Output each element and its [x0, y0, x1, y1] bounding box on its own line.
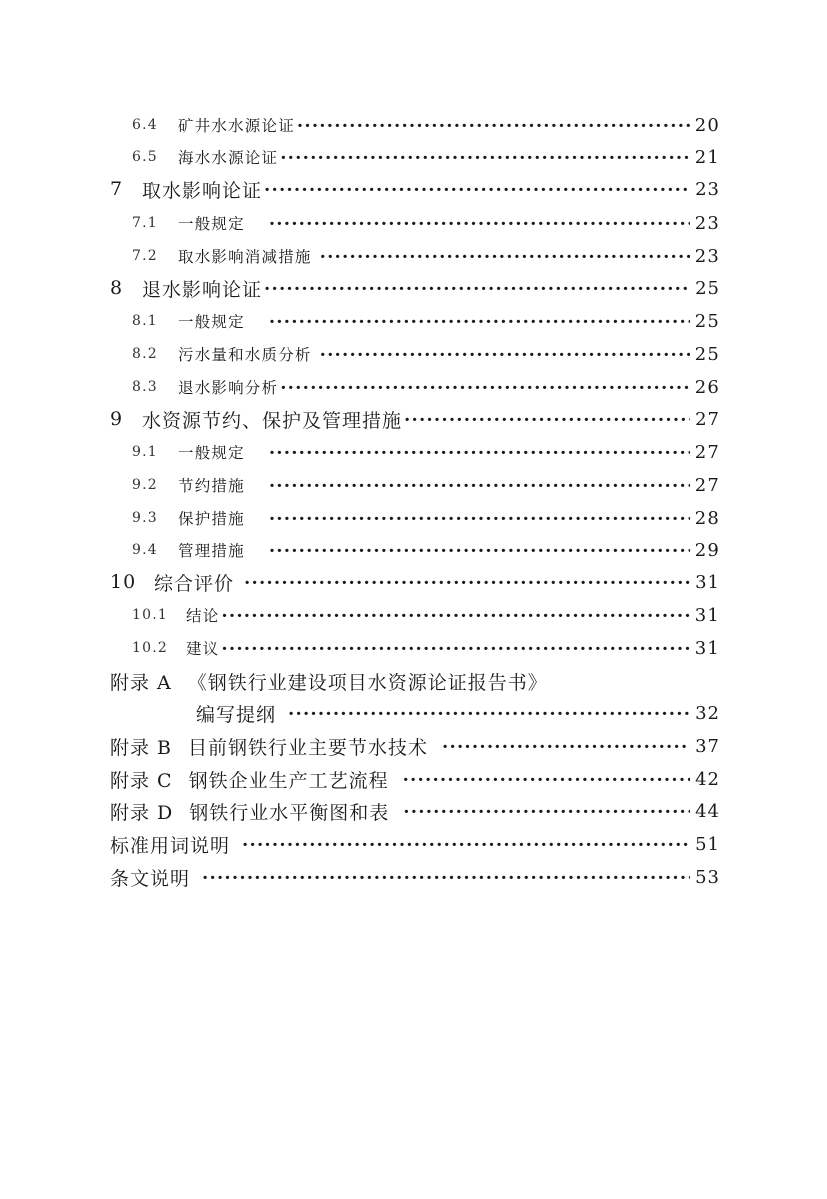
dot-leader: [221, 600, 690, 630]
toc-title: 条文说明: [110, 867, 191, 890]
dot-leader: [244, 567, 690, 597]
toc-page-number: 28: [694, 507, 720, 529]
dot-leader: [403, 764, 690, 794]
toc-entry[interactable]: [132, 470, 720, 500]
toc-number: 8.1: [132, 313, 158, 329]
toc-entry-appendix-a[interactable]: [110, 666, 720, 696]
toc-page-number: 44: [695, 800, 720, 822]
toc-title: 矿井水水源论证: [178, 117, 295, 135]
toc-page-number: 42: [695, 768, 720, 790]
toc-number: 附录 C: [110, 769, 173, 792]
toc-entry[interactable]: [110, 829, 720, 859]
toc-page-number: 37: [695, 735, 720, 757]
dot-leader: [269, 503, 690, 533]
toc-entry[interactable]: [132, 535, 720, 565]
dot-leader: [442, 731, 690, 761]
dot-leader: [297, 110, 690, 140]
dot-leader: [320, 241, 690, 271]
toc-entry[interactable]: [132, 110, 720, 140]
dot-leader: [280, 372, 690, 402]
toc-title: 结论: [186, 607, 220, 625]
toc-entry[interactable]: [132, 437, 720, 467]
toc-number: 附录 B: [110, 736, 173, 759]
toc-title: 污水量和水质分析: [178, 346, 312, 364]
toc-page-number: 20: [694, 114, 720, 136]
toc-entry[interactable]: [132, 633, 720, 663]
toc-entry[interactable]: [132, 142, 720, 172]
toc-number: 7.2: [132, 248, 158, 264]
toc-title: 退水影响论证: [142, 278, 263, 301]
dot-leader: [269, 437, 690, 467]
toc-number: 9.3: [132, 510, 158, 526]
toc-page-number: 25: [694, 310, 720, 332]
toc-page-number: 21: [694, 146, 720, 168]
toc-number: 6.4: [132, 117, 158, 133]
toc-title: 一般规定: [178, 444, 245, 462]
toc-page-number: 23: [694, 245, 720, 267]
toc-number: 10.1: [132, 607, 168, 623]
toc-page-number: 26: [694, 376, 720, 398]
toc-title: 水资源节约、保护及管理措施: [142, 409, 403, 432]
toc-number: 7: [110, 178, 124, 200]
dot-leader: [403, 796, 690, 826]
toc-entry[interactable]: [132, 208, 720, 238]
dot-leader: [288, 698, 690, 728]
toc-entry[interactable]: [132, 503, 720, 533]
toc-page-number: 23: [695, 178, 720, 200]
toc-title: 管理措施: [178, 542, 245, 560]
toc-title: 标准用词说明: [110, 834, 231, 857]
toc-entry[interactable]: [132, 241, 720, 271]
toc-title: 建议: [186, 640, 220, 658]
toc-number: 9.1: [132, 444, 158, 460]
toc-entry[interactable]: [110, 862, 720, 892]
toc-page-number: 31: [694, 637, 720, 659]
dot-leader: [404, 404, 690, 434]
toc-number: 9.4: [132, 542, 158, 558]
toc-number: 7.1: [132, 215, 158, 231]
toc-number: 附录 D: [110, 801, 174, 824]
toc-number: 8: [110, 277, 124, 299]
toc-page-number: 25: [695, 277, 720, 299]
dot-leader: [221, 633, 690, 663]
dot-leader: [269, 470, 690, 500]
toc-title: 取水影响论证: [142, 179, 263, 202]
toc-title: 编写提纲: [196, 703, 277, 726]
toc-number: 8.2: [132, 346, 158, 362]
toc-page-number: 31: [694, 604, 720, 626]
toc-title: 海水水源论证: [178, 149, 279, 167]
toc-page-number: 23: [694, 212, 720, 234]
dot-leader: [269, 208, 690, 238]
toc-page-number: 53: [695, 866, 720, 888]
toc-number: 附录 A: [110, 671, 172, 694]
toc-entry-appendix-c[interactable]: [110, 764, 720, 794]
toc-entry-appendix-b[interactable]: [110, 731, 720, 761]
dot-leader: [269, 306, 690, 336]
toc-number: 10: [110, 571, 137, 593]
toc-page-number: 27: [694, 474, 720, 496]
toc-entry[interactable]: [110, 174, 720, 204]
toc-entry[interactable]: [110, 273, 720, 303]
toc-entry[interactable]: [132, 600, 720, 630]
toc-title: 保护措施: [178, 510, 245, 528]
toc-number: 9.2: [132, 477, 158, 493]
toc-title: 目前钢铁行业主要节水技术: [188, 736, 429, 759]
toc-number: 6.5: [132, 149, 158, 165]
toc-entry[interactable]: [132, 372, 720, 402]
toc-entry-appendix-d[interactable]: [110, 796, 720, 826]
toc-page-number: 25: [694, 343, 720, 365]
toc-entry[interactable]: [132, 306, 720, 336]
dot-leader: [269, 535, 690, 565]
toc-title: 《钢铁行业建设项目水资源论证报告书》: [187, 671, 548, 694]
toc-entry[interactable]: [110, 567, 720, 597]
toc-number: 10.2: [132, 640, 168, 656]
dot-leader: [320, 339, 690, 369]
toc-title: 取水影响消减措施: [178, 248, 312, 266]
toc-title: 一般规定: [178, 313, 245, 331]
toc-page-number: 27: [695, 408, 720, 430]
dot-leader: [202, 862, 690, 892]
toc-page-number: 31: [695, 571, 720, 593]
dot-leader: [264, 174, 690, 204]
dot-leader: [280, 142, 690, 172]
toc-page-number: 32: [695, 702, 720, 724]
toc-number: 9: [110, 408, 124, 430]
dot-leader: [264, 273, 690, 303]
toc-number: 8.3: [132, 379, 158, 395]
toc-entry-continuation[interactable]: [196, 698, 720, 728]
toc-page-number: 29: [694, 539, 720, 561]
toc-title: 节约措施: [178, 477, 245, 495]
toc-entry[interactable]: [110, 404, 720, 434]
toc-page-number: 27: [694, 441, 720, 463]
dot-leader: [242, 829, 690, 859]
toc-title: 退水影响分析: [178, 379, 279, 397]
toc-entry[interactable]: [132, 339, 720, 369]
toc-title: 综合评价: [154, 572, 235, 595]
toc-title: 钢铁行业水平衡图和表: [189, 801, 390, 824]
toc-page-number: 51: [695, 833, 720, 855]
toc-title: 一般规定: [178, 215, 245, 233]
toc-title: 钢铁企业生产工艺流程: [188, 769, 389, 792]
